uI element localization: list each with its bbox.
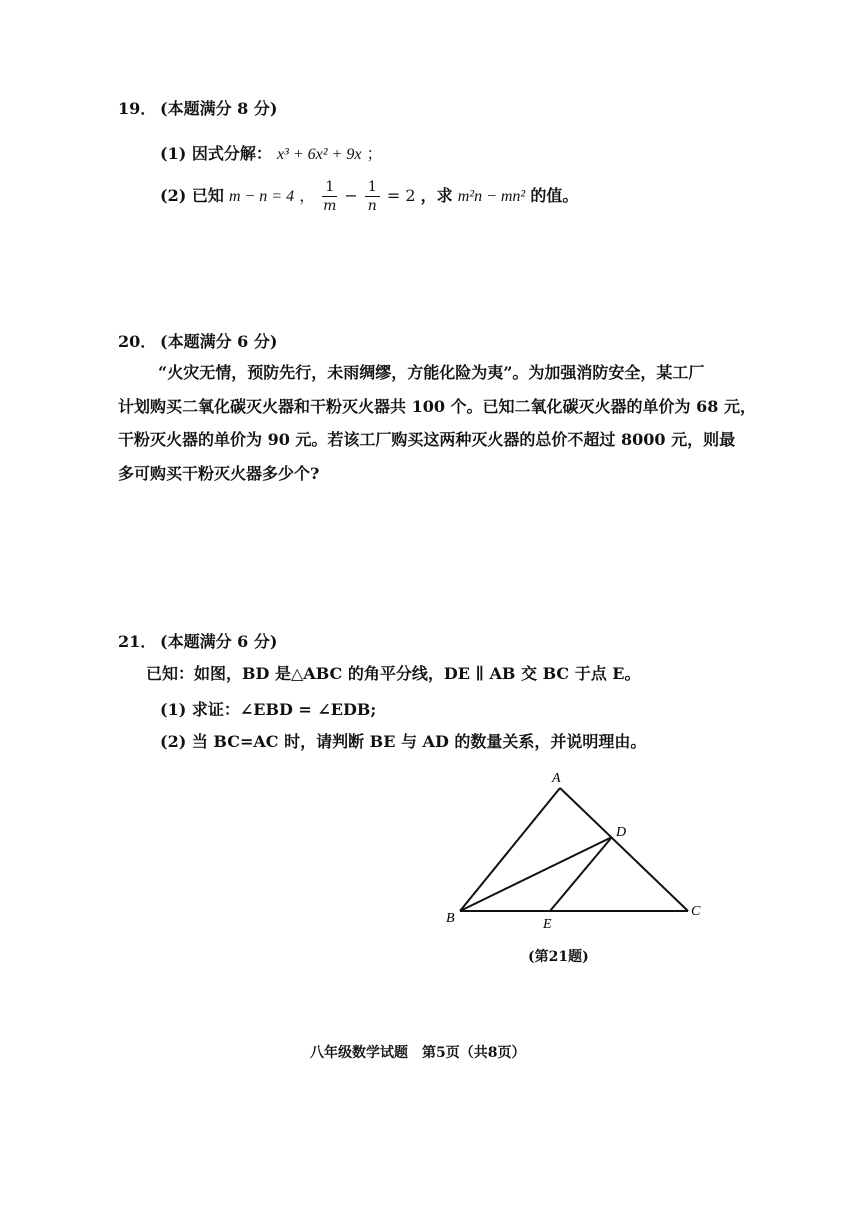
fraction-2-numerator: 1 <box>365 178 380 197</box>
q19-part2 <box>160 178 578 215</box>
fraction-1-denominator: m <box>323 198 337 214</box>
segment-bd <box>460 837 612 911</box>
label-e: E <box>543 917 552 932</box>
triangle-figure <box>430 766 720 976</box>
q19-part1-expression: x³ + 6x² + 9x <box>276 146 362 163</box>
q20-line-3: 干粉灭火器的单价为 90 元。若该工厂购买这两种灭火器的总价不超过 8000 元，则最 <box>118 430 736 449</box>
q20-line-1: “火灾无情，预防先行，未雨绸缪，方能化险为夷”。为加强消防安全，某工厂 <box>158 363 705 382</box>
q19-equals: = 2 <box>386 186 416 205</box>
q19-part2-expression: m²n − mn² <box>457 188 526 205</box>
figure-caption: (第21题) <box>528 949 589 965</box>
q20-header: (本题满分 6 分) <box>160 332 278 351</box>
q19-part2-tail: 的值。 <box>530 186 579 205</box>
label-b: B <box>446 911 455 926</box>
fraction-2-denominator: n <box>367 198 377 214</box>
label-d: D <box>616 825 627 840</box>
page-footer: 八年级数学试题 第5页（共8页） <box>310 1045 526 1061</box>
q20-number: 20． <box>118 332 157 351</box>
side-ac <box>560 788 688 911</box>
q19-fraction-1-over-n <box>365 178 380 215</box>
q21-header: (本题满分 6 分) <box>160 632 278 651</box>
q19-part1-label: (1) 因式分解： <box>160 144 272 163</box>
q19-part2-label: (2) 已知 <box>160 186 224 205</box>
label-a: A <box>552 771 561 786</box>
q19-part1 <box>160 141 383 164</box>
q19-fraction-1-over-m <box>322 178 337 215</box>
q19-header: (本题满分 8 分) <box>160 99 278 118</box>
q20-line-2: 计划购买二氧化碳灭火器和干粉灭火器共 100 个。已知二氧化碳灭火器的单价为 68 元， <box>118 397 756 416</box>
q21-part2: (2) 当 BC=AC 时，请判断 BE 与 AD 的数量关系，并说明理由。 <box>160 732 647 751</box>
side-ab <box>460 788 560 911</box>
q19-part1-tail: ； <box>366 144 383 163</box>
q21-part1: (1) 求证：∠EBD = ∠EDB; <box>160 700 377 719</box>
q20-line-4: 多可购买干粉灭火器多少个? <box>118 464 320 483</box>
q21-number: 21． <box>118 632 157 651</box>
q19-ask: ，求 <box>420 186 453 205</box>
q19-part2-condition: m − n = 4 <box>228 188 295 205</box>
fraction-1-numerator: 1 <box>322 178 337 197</box>
segment-de <box>550 837 612 911</box>
q19-part2-comma: ， <box>299 186 316 205</box>
q19-number: 19． <box>118 99 157 118</box>
q21-given: 已知：如图，BD 是△ABC 的角平分线，DE ∥ AB 交 BC 于点 E。 <box>146 664 641 683</box>
label-c: C <box>691 904 701 919</box>
q19-minus-sign: − <box>344 186 358 205</box>
